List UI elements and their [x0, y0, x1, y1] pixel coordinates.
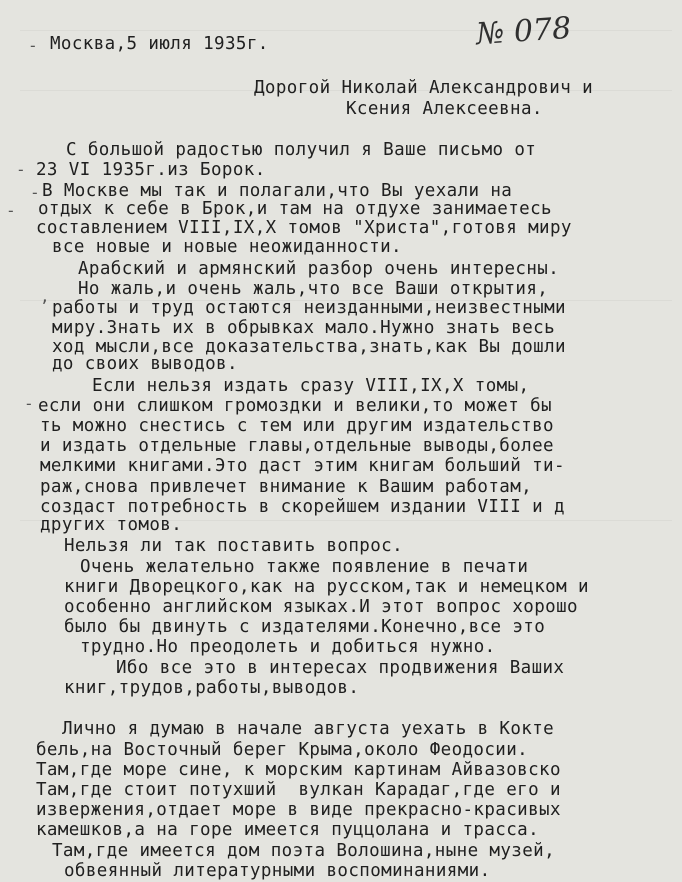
margin-dash: -: [16, 160, 26, 179]
body-line: С большой радостью получил я Ваше письмо от: [66, 140, 537, 160]
margin-dash: -: [28, 36, 38, 55]
place-date: Москва,5 июля 1935г.: [50, 34, 269, 54]
body-line: Но жаль,и очень жаль,что все Ваши открытия,: [78, 279, 549, 299]
body-line: трудно.Но преодолеть и добиться нужно.: [80, 637, 496, 657]
body-line: камешков,а на горе имеется пуццолана и трасса.: [36, 820, 540, 840]
body-line: Там,где море сине, к морским картинам Айвазовско: [36, 760, 561, 780]
body-line: других томов.: [40, 515, 183, 535]
greeting-line-2: Ксения Алексеевна.: [346, 99, 543, 119]
body-line: отдых к себе в Брок,и там на отдухе занимаетесь: [38, 199, 552, 219]
body-line: книг,трудов,работы,выводов.: [64, 678, 360, 698]
body-line: Там,где имеется дом поэта Волошина,ныне музей,: [52, 841, 556, 861]
body-line: бель,на Восточный берег Крыма,около Феодосии.: [36, 740, 529, 760]
body-line: работы и труд остаются неизданными,неизвестными: [52, 298, 566, 318]
body-line: обвеянный литературными воспоминаниями.: [64, 861, 491, 881]
body-line: до своих выводов.: [52, 354, 238, 374]
body-line: все новые и новые неожиданности.: [52, 237, 402, 257]
body-line: Арабский и армянский разбор очень интересны.: [78, 259, 560, 279]
body-line: Очень желательно также появление в печати: [80, 557, 529, 577]
body-line: раж,снова привлечет внимание к Вашим работам,: [40, 477, 533, 497]
body-line: извержения,отдает море в виде прекрасно-красивых: [36, 800, 561, 820]
body-line: книги Дворецкого,как на русском,так и немецком и: [64, 577, 589, 597]
body-line: создаст потребность в скорейшем издании VIII и д: [40, 497, 565, 517]
body-line: Нельзя ли так поставить вопрос.: [64, 536, 404, 556]
archive-mark: № 078: [474, 10, 573, 53]
body-line: Там,где стоит потухший вулкан Карадаг,где его и: [36, 780, 561, 800]
body-line: В Москве мы так и полагали,что Вы уехали на: [42, 181, 513, 201]
body-line: мелкими книгами.Это даст этим книгам больший ти-: [40, 456, 565, 476]
body-line: ход мысли,все доказательства,знать,как Вы дошли: [52, 337, 566, 357]
margin-dash: ,: [40, 287, 50, 306]
body-line: 23 VI 1935г.из Борок.: [36, 160, 266, 180]
bleed-through-line: [20, 30, 672, 31]
body-line: ть можно снестись с тем или другим издательство: [40, 416, 554, 436]
margin-dash: -: [6, 201, 16, 220]
body-line: Ибо все это в интересах продвижения Ваших: [116, 658, 565, 678]
body-line: особенно английском языках.И этот вопрос хорошо: [64, 597, 578, 617]
body-line: Лично я думаю в начале августа уехать в Кокте: [62, 719, 555, 739]
margin-dash: -: [24, 394, 34, 413]
body-line: составлением VIII,IX,X томов "Христа",готовя миру: [36, 218, 572, 238]
body-line: и издать отдельные главы,отдельные выводы,более: [40, 436, 554, 456]
body-line: Если нельзя издать сразу VIII,IX,X томы,: [92, 376, 530, 396]
body-line: миру.Знать их в обрывках мало.Нужно знать весь: [52, 318, 556, 338]
greeting-line-1: Дорогой Николай Александрович и: [254, 78, 594, 98]
body-line: если они слишком громоздки и велики,то может бы: [38, 396, 552, 416]
body-line: было бы двинуть с издателями.Конечно,все это: [64, 617, 546, 637]
margin-dash: -: [30, 183, 40, 202]
